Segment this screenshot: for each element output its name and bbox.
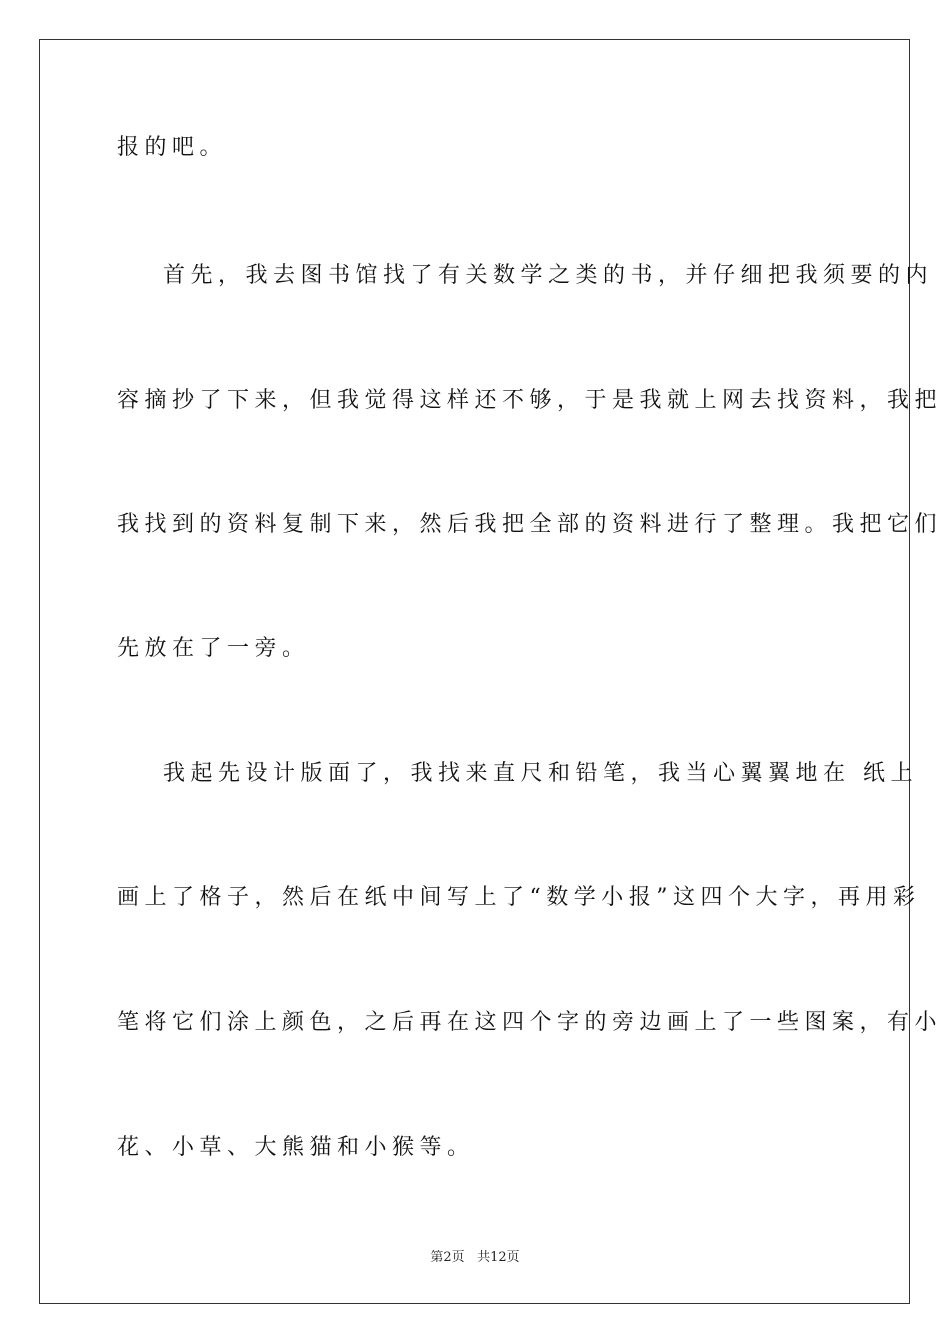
text-line: 容摘抄了下来，但我觉得这样还不够，于是我就上网去找资料，我把 xyxy=(117,388,943,413)
page-frame xyxy=(39,39,943,1304)
page-number: 第2页 xyxy=(430,1250,465,1265)
page-total: 共12页 xyxy=(477,1250,520,1265)
paragraph-start-line: 我起先设计版面了，我找来直尺和铅笔，我当心翼翼地在 纸上 xyxy=(163,761,918,786)
page-footer xyxy=(0,1250,950,1266)
text-line: 报的吧。 xyxy=(117,135,228,160)
paragraph-start-line: 首先，我去图书馆找了有关数学之类的书，并仔细把我须要的内 xyxy=(163,263,934,288)
text-line: 画上了格子，然后在纸中间写上了“数学小报”这四个大字，再用彩 xyxy=(117,885,921,910)
text-line: 先放在了一旁。 xyxy=(117,636,310,661)
text-line: 花、小草、大熊猫和小猴等。 xyxy=(117,1135,475,1160)
text-line: 笔将它们涂上颜色，之后再在这四个字的旁边画上了一些图案，有小 xyxy=(117,1010,943,1035)
text-line: 我找到的资料复制下来，然后我把全部的资料进行了整理。我把它们 xyxy=(117,512,943,537)
